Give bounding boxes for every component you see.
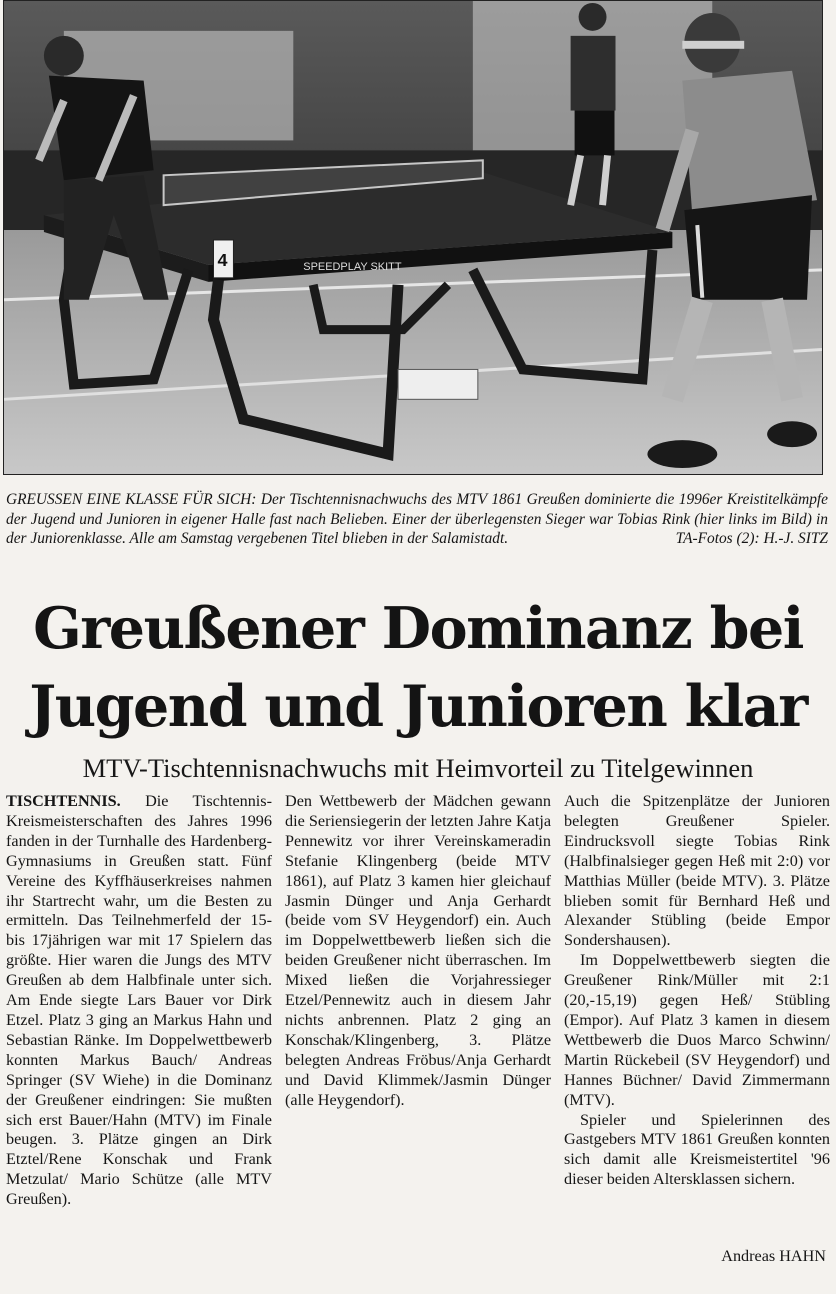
subheadline: MTV-Tischtennisnachwuchs mit Heimvorteil zu Titelgewinnen bbox=[82, 753, 754, 783]
article-column-2 bbox=[285, 792, 551, 1111]
article-photo bbox=[3, 0, 823, 475]
article-paragraph-2: Den Wettbewerb der Mädchen gewann die Seriensiegerin der letzten Jahre Katja Pennewitz vor ihrer Vereinskameradin Stefanie Klingenberg (beide MTV 1861), auf Platz 3 kamen hier gleichauf Jasmin Dünger und Anja Gerhardt (beide vom SV Heygendorf) ein. Auch im Doppelwettbewerb ließen sich die beiden Greußener nicht überraschen. Im Mixed ließen die Vorjahressieger Etzel/Pennewitz auch in diesem Jahr nichts anbrennen. Platz 2 ging an Konschak/Klingenberg, 3. Plätze belegten Andreas Fröbus/Anja Gerhardt und David Klimmek/Jasmin Dünger (alle Heygendorf). bbox=[285, 792, 551, 1109]
paragraph-1-text: Die Tischtennis-Kreismeisterschaften des Jahres 1996 fanden in der Turnhalle des Hardenberg-Gymnasiums in Greußen statt. Fünf Vereine des Kyffhäuserkreises nahmen ihr Startrecht wahr, um die Besten zu ermitteln. Das Teilnehmerfeld der 15- bis 17jährigen war mit 17 Spielern das größte. Hier waren die Jungs des MTV Greußen ab dem Halbfinale unter sich. Am Ende siegte Lars Bauer vor Dirk Etzel. Platz 3 ging an Markus Hahn und Sebastian Ränke. Im Doppelwettbewerb konnten Markus Bauch/ Andreas Springer (SV Wiehe) in die Dominanz der Greußener eindringen: Sie mußten sich erst Bauer/Hahn (MTV) im Finale beugen. 3. Plätze gingen an Dirk Etztel/Rene Konschak und Frank Metzulat/ Mario Schütze (alle MTV Greußen). bbox=[6, 792, 272, 1209]
table-brand-label: SPEEDPLAY SKITT bbox=[303, 260, 402, 273]
article-paragraph-4: Im Doppelwettbewerb siegten die Greußener Rink/Müller mit 2:1 (20,-15,19) gegen Heß/ Stübling (Empor). Auf Platz 3 kamen in diesem Wettbewerb die Duos Marco Schwinn/ Martin Rückebeil (SV Heygendorf) und Hannes Büchner/ David Zimmermann (MTV). bbox=[564, 951, 830, 1109]
caption-text: Der Tischtennisnachwuchs des MTV 1861 Greußen dominierte die 1996er Kreistitelkämpfe der Jugend und Junioren in eigener Halle fast nach Belieben. Einer der überlegensten Sieger war Tobias Rink (hier links im Bild) in der Juniorenklasse. Alle am Samstag vergebenen Titel blieben in der Salamistadt. bbox=[6, 491, 828, 547]
headline-line-2: Jugend und Junioren klar bbox=[29, 673, 807, 740]
photo-caption bbox=[6, 490, 828, 549]
table-number-label: 4 bbox=[217, 249, 228, 270]
article-paragraph-3: Auch die Spitzenplätze der Junioren belegten Greußener Spieler. Eindrucksvoll siegte Tobias Rink (Halbfinalsieger gegen Heß mit 2:0) vor Matthias Müller (beide MTV). 3. Plätze blieben somit für Bernhard Heß und Alexander Stübling (beide Empor Sondershausen). bbox=[564, 792, 830, 950]
article-column-3 bbox=[564, 792, 830, 1190]
article-column-1 bbox=[6, 792, 272, 1210]
photo-credit: TA-Fotos (2): H.-J. SITZ bbox=[675, 530, 828, 547]
article-paragraph-1 bbox=[6, 792, 272, 1210]
headline-line-1: Greußener Dominanz bei bbox=[33, 595, 803, 662]
article-paragraph-5: Spieler und Spielerinnen des Gastgebers MTV 1861 Greußen konnten sich damit alle Kreismeistertitel '96 dieser beiden Altersklassen sichern. bbox=[564, 1110, 830, 1189]
caption-lead: GREUSSEN EINE KLASSE FÜR SICH: bbox=[6, 491, 257, 508]
author-byline: Andreas HAHN bbox=[721, 1247, 826, 1265]
table-tennis-photo-icon bbox=[4, 1, 822, 474]
rubric: TISCHTENNIS. bbox=[6, 792, 121, 810]
headline bbox=[0, 590, 836, 746]
